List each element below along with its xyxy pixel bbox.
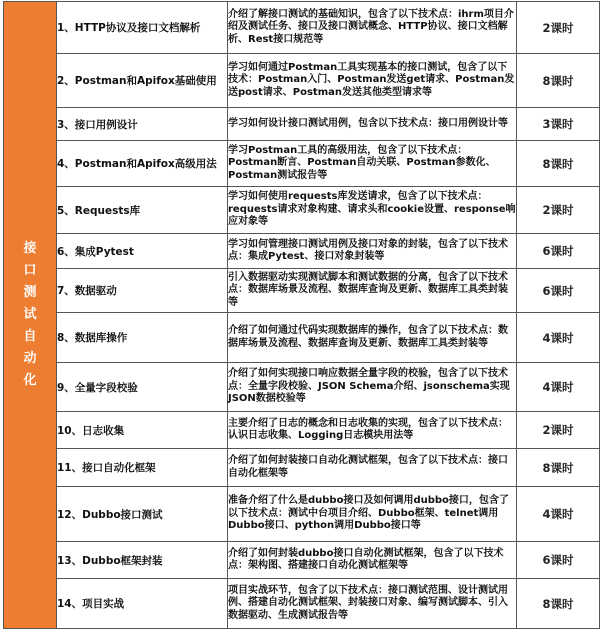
category-cell <box>4 2 57 629</box>
hours-cell: 8课时 <box>517 54 600 108</box>
hours-cell: 2课时 <box>517 412 600 449</box>
table-row <box>4 363 600 412</box>
topic-cell: 14、项目实战 <box>57 579 228 629</box>
description-cell: 介绍了如何封装接口自动化测试框架，包含了以下技术点：接口自动化框架等 <box>228 449 517 487</box>
topic-cell: 10、日志收集 <box>57 412 228 449</box>
description-cell: 引入数据驱动实现测试脚本和测试数据的分离，包含了以下技术点：数据库场景及流程、数据库查询及更新、数据库工具类封装等 <box>228 269 517 313</box>
description-cell: 学习如何设计接口测试用例，包含以下技术点：接口用例设计等 <box>228 108 517 141</box>
table-row <box>4 54 600 108</box>
description-cell: 项目实战环节，包含了以下技术点：接口测试范围、设计测试用例、搭建自动化测试框架、封装接口对象、编写测试脚本、引入数据驱动、生成测试报告等 <box>228 579 517 629</box>
topic-cell: 3、接口用例设计 <box>57 108 228 141</box>
description-cell: 介绍了如何实现接口响应数据全量字段的校验，包含了以下技术点：全量字段校验、JSON Schema介绍、jsonschema实现JSON数据校验等 <box>228 363 517 412</box>
table-row <box>4 234 600 269</box>
description-cell: 学习如何通过Postman工具实现基本的接口测试，包含了以下技术：Postman入门、Postman发送get请求、Postman发送post请求、Postman发送其他类型请求等 <box>228 54 517 108</box>
topic-cell: 8、数据库操作 <box>57 313 228 363</box>
hours-cell: 6课时 <box>517 234 600 269</box>
topic-cell: 1、HTTP协议及接口文档解析 <box>57 2 228 54</box>
topic-cell: 13、Dubbo框架封装 <box>57 542 228 579</box>
topic-cell: 7、数据驱动 <box>57 269 228 313</box>
hours-cell: 4课时 <box>517 313 600 363</box>
table-row <box>4 313 600 363</box>
description-cell: 介绍了如何封装dubbo接口自动化测试框架，包含了以下技术点：架构图、搭建接口自动化测试框架等 <box>228 542 517 579</box>
topic-cell: 11、接口自动化框架 <box>57 449 228 487</box>
table-row <box>4 2 600 54</box>
table-row <box>4 542 600 579</box>
description-cell: 介绍了解接口测试的基础知识，包含了以下技术点：ihrm项目介绍及测试任务、接口及接口测试概念、HTTP协议、接口文档解析、Rest接口规范等 <box>228 2 517 54</box>
topic-cell: 5、Requests库 <box>57 187 228 234</box>
table-row <box>4 412 600 449</box>
description-cell: 主要介绍了日志的概念和日志收集的实现，包含了以下技术点：认识日志收集、Logging日志模块用法等 <box>228 412 517 449</box>
table-row <box>4 108 600 141</box>
topic-cell: 12、Dubbo接口测试 <box>57 487 228 542</box>
table-row <box>4 141 600 187</box>
topic-cell: 9、全量字段校验 <box>57 363 228 412</box>
description-cell: 准备介绍了什么是dubbo接口及如何调用dubbo接口，包含了以下技术点：测试中台项目介绍、Dubbo框架、telnet调用Dubbo接口、python调用Dubbo接口等 <box>228 487 517 542</box>
hours-cell: 3课时 <box>517 108 600 141</box>
topic-cell: 2、Postman和Apifox基础使用 <box>57 54 228 108</box>
hours-cell: 6课时 <box>517 542 600 579</box>
hours-cell: 6课时 <box>517 269 600 313</box>
table-row <box>4 487 600 542</box>
topic-cell: 4、Postman和Apifox高级用法 <box>57 141 228 187</box>
description-cell: 学习如何使用requests库发送请求，包含了以下技术点：requests请求对象构建、请求头和cookie设置、response响应对象等 <box>228 187 517 234</box>
hours-cell: 4课时 <box>517 363 600 412</box>
topic-cell: 6、集成Pytest <box>57 234 228 269</box>
table-row <box>4 187 600 234</box>
hours-cell: 2课时 <box>517 187 600 234</box>
description-cell: 学习如何管理接口测试用例及接口对象的封装，包含了以下技术点：集成Pytest、接口对象封装等 <box>228 234 517 269</box>
hours-cell: 8课时 <box>517 141 600 187</box>
hours-cell: 8课时 <box>517 449 600 487</box>
table-row <box>4 579 600 629</box>
hours-cell: 8课时 <box>517 579 600 629</box>
category-label: 接口测试自动化 <box>23 241 37 388</box>
course-table <box>3 1 600 629</box>
hours-cell: 2课时 <box>517 2 600 54</box>
table-row <box>4 449 600 487</box>
table-row <box>4 269 600 313</box>
description-cell: 学习Postman工具的高级用法，包含了以下技术点：Postman断言、Postman自动关联、Postman参数化、Postman测试报告等 <box>228 141 517 187</box>
description-cell: 介绍了如何通过代码实现数据库的操作，包含了以下技术点：数据库场景及流程、数据库查询及更新、数据库工具类封装等 <box>228 313 517 363</box>
hours-cell: 4课时 <box>517 487 600 542</box>
